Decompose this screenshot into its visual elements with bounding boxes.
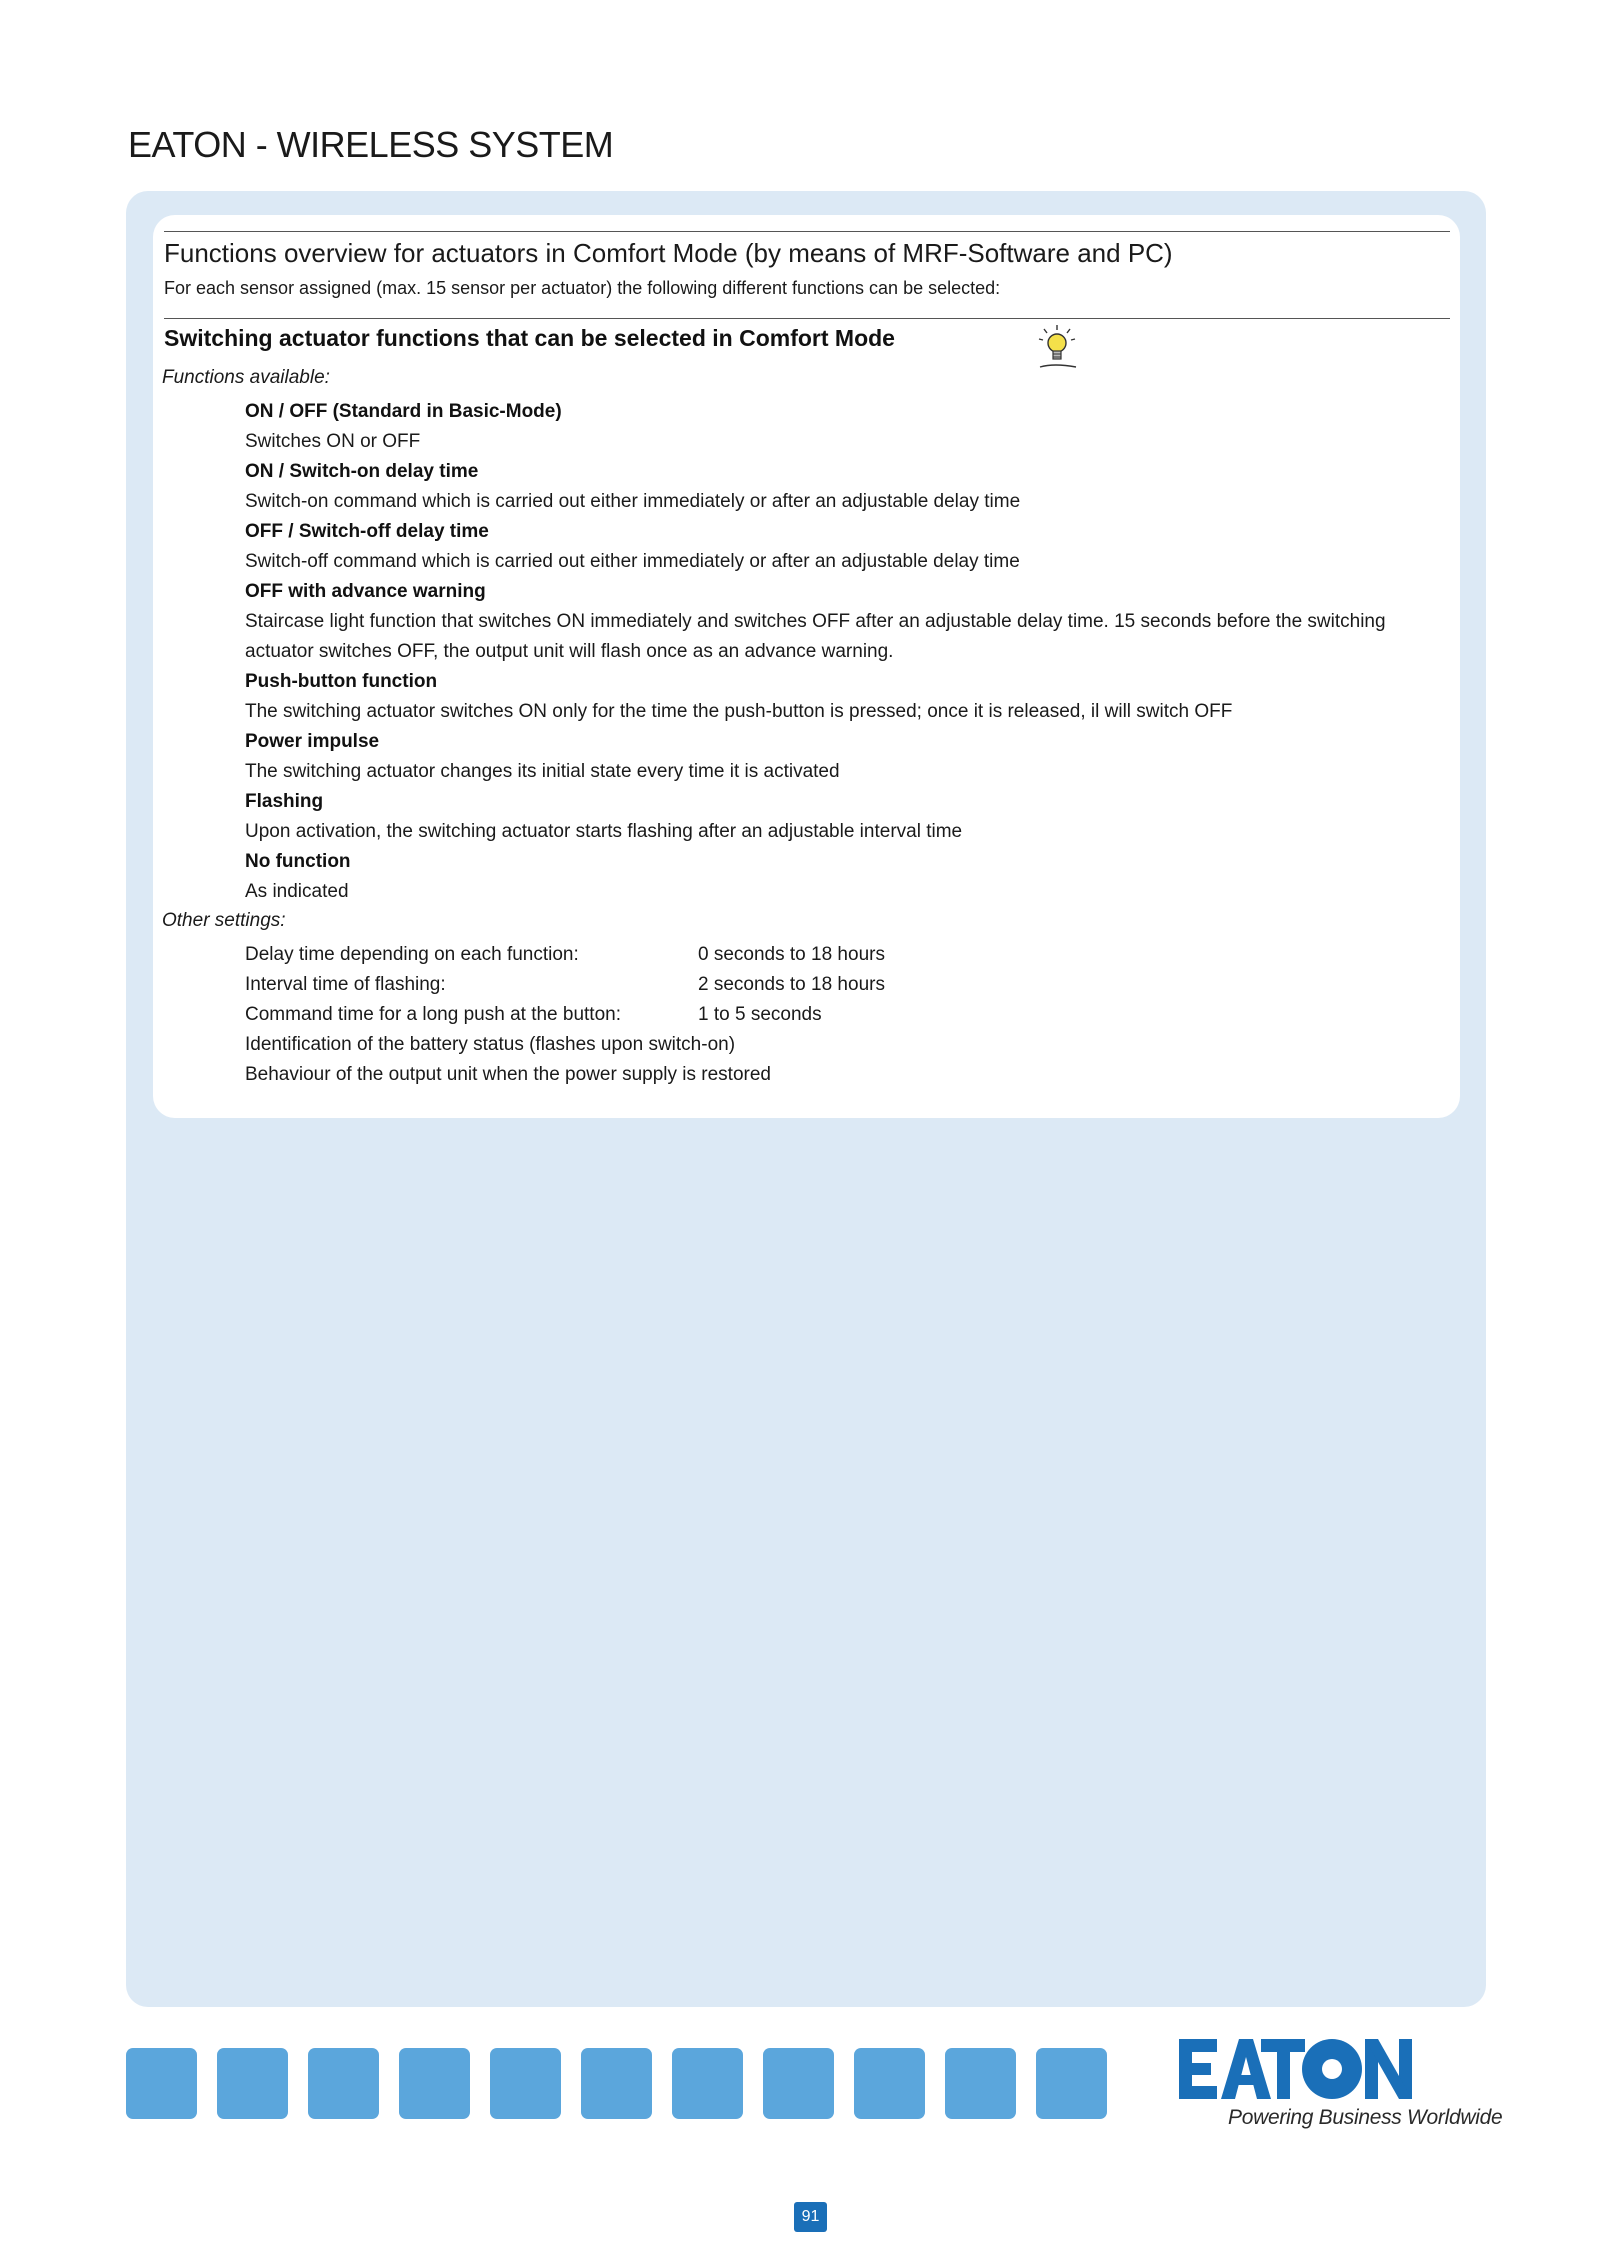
function-description: The switching actuator changes its initial state every time it is activated: [245, 761, 840, 782]
function-description: Switches ON or OFF: [245, 431, 421, 452]
function-name: ON / OFF (Standard in Basic-Mode): [245, 401, 562, 422]
overview-description: For each sensor assigned (max. 15 sensor per actuator) the following different functions can be selected:: [164, 278, 1001, 298]
function-description: Staircase light function that switches ON immediately and switches OFF after an adjustable delay time. 15 seconds before the switching actuator switches OFF, the output unit will flash once as an advance warning.: [245, 611, 1386, 662]
setting-row: [245, 970, 885, 1000]
document-title: EATON - WIRELESS SYSTEM: [128, 124, 614, 165]
tile: [581, 2048, 652, 2119]
function-description: Upon activation, the switching actuator starts flashing after an adjustable interval time: [245, 821, 963, 842]
tile: [217, 2048, 288, 2119]
tile: [490, 2048, 561, 2119]
tile: [399, 2048, 470, 2119]
function-item: [245, 727, 1445, 787]
function-description: As indicated: [245, 881, 349, 902]
tile: [308, 2048, 379, 2119]
tile: [854, 2048, 925, 2119]
divider-section: [164, 318, 1450, 319]
function-item: [245, 517, 1445, 577]
functions-list: [245, 397, 1445, 907]
setting-row: [245, 1030, 885, 1060]
function-name: Power impulse: [245, 731, 380, 752]
function-item: [245, 847, 1445, 907]
function-description: Switch-off command which is carried out either immediately or after an adjustable delay time: [245, 551, 1020, 572]
tile: [945, 2048, 1016, 2119]
lightbulb-icon: [1032, 323, 1082, 373]
overview-title: Functions overview for actuators in Comfort Mode (by means of MRF-Software and PC): [164, 238, 1173, 268]
function-item: [245, 457, 1445, 517]
divider-top: [164, 231, 1450, 232]
tile: [763, 2048, 834, 2119]
function-description: Switch-on command which is carried out either immediately or after an adjustable delay time: [245, 491, 1021, 512]
function-item: [245, 667, 1445, 727]
function-name: No function: [245, 851, 351, 872]
setting-label: Delay time depending on each function:: [245, 944, 579, 965]
setting-label: Command time for a long push at the button:: [245, 1004, 621, 1025]
function-item: [245, 577, 1445, 667]
setting-value: 1 to 5 seconds: [698, 1004, 822, 1025]
tile: [1036, 2048, 1107, 2119]
function-name: ON / Switch-on delay time: [245, 461, 479, 482]
function-description: The switching actuator switches ON only for the time the push-button is pressed; once it is released, il will switch OFF: [245, 701, 1233, 722]
function-item: [245, 397, 1445, 457]
function-name: Push-button function: [245, 671, 438, 692]
eaton-logo: [1175, 2035, 1415, 2103]
function-item: [245, 787, 1445, 847]
function-name: OFF / Switch-off delay time: [245, 521, 489, 542]
setting-value: 2 seconds to 18 hours: [698, 974, 885, 995]
function-name: OFF with advance warning: [245, 581, 486, 602]
setting-label: Identification of the battery status (flashes upon switch-on): [245, 1034, 736, 1055]
setting-value: 0 seconds to 18 hours: [698, 944, 885, 965]
function-name: Flashing: [245, 791, 324, 812]
tagline: Powering Business Worldwide: [1228, 2106, 1503, 2129]
setting-row: [245, 1060, 885, 1090]
settings-label: Other settings:: [162, 910, 286, 931]
tile: [126, 2048, 197, 2119]
setting-label: Behaviour of the output unit when the power supply is restored: [245, 1064, 771, 1085]
setting-row: [245, 1000, 885, 1030]
section-heading: Switching actuator functions that can be selected in Comfort Mode: [164, 325, 895, 351]
settings-list: [245, 940, 885, 1090]
setting-label: Interval time of flashing:: [245, 974, 446, 995]
tile: [672, 2048, 743, 2119]
page-number: 91: [794, 2202, 827, 2232]
setting-row: [245, 940, 885, 970]
functions-label: Functions available:: [162, 367, 330, 388]
